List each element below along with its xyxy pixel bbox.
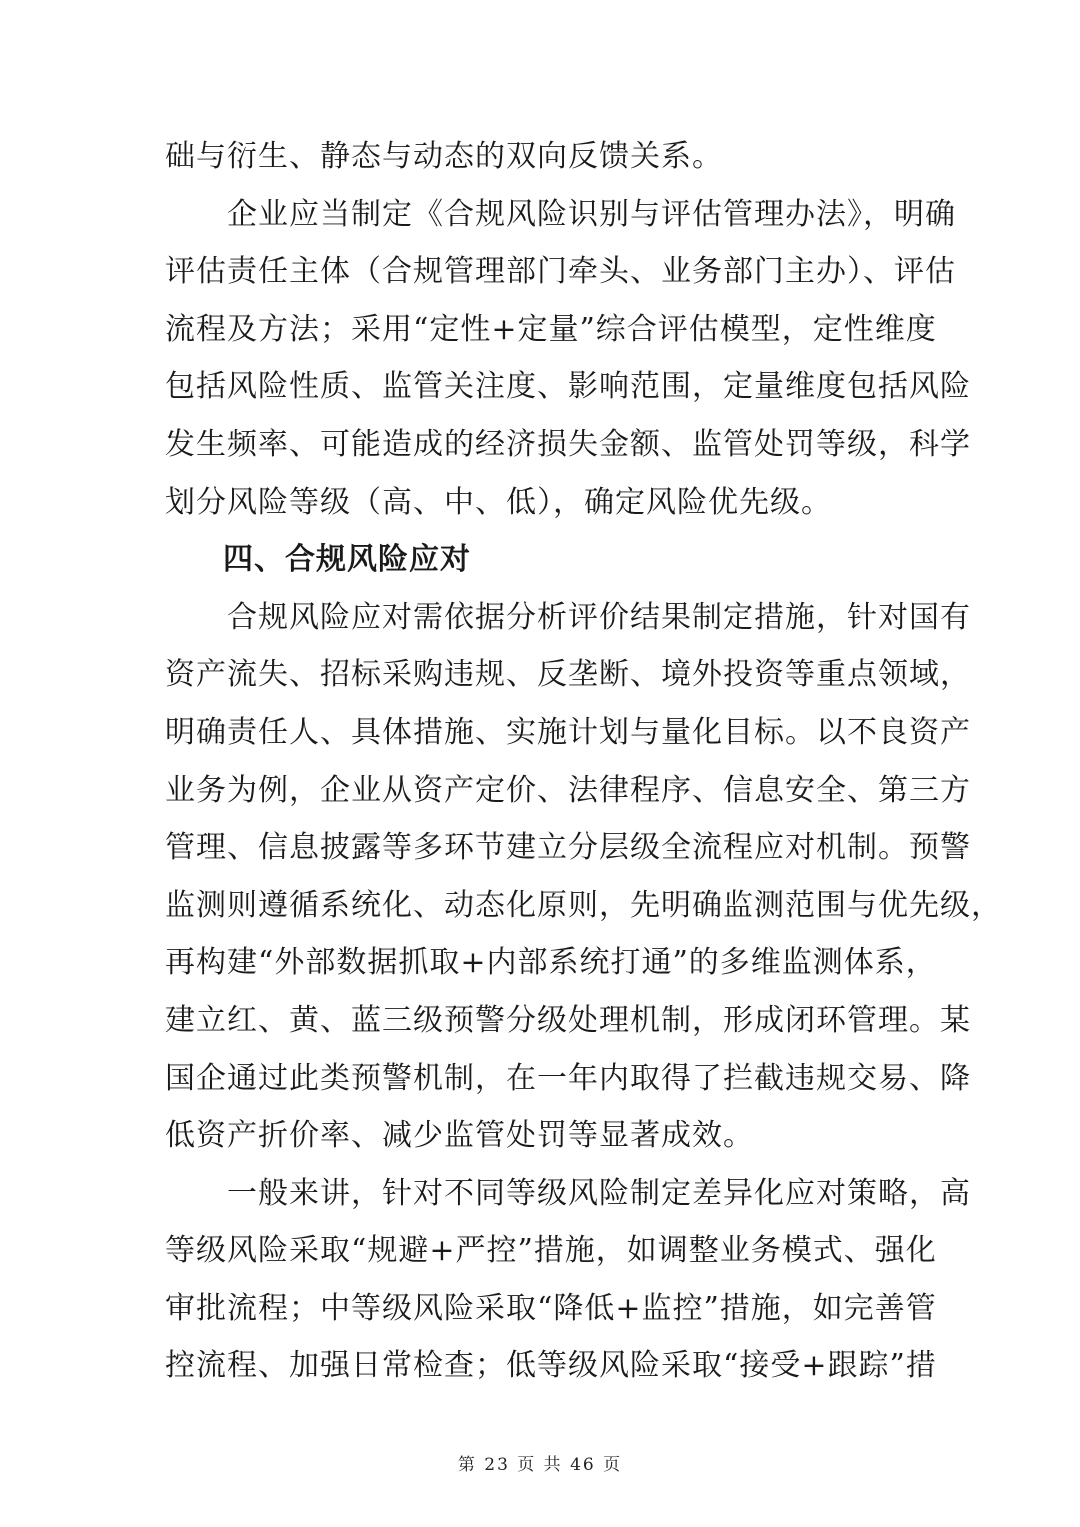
body-line: 业务为例，企业从资产定价、法律程序、信息安全、第三方	[165, 772, 971, 808]
body-line: 国企通过此类预警机制，在一年内取得了拦截违规交易、降	[165, 1060, 971, 1096]
body-line: 建立红、黄、蓝三级预警分级处理机制，形成闭环管理。某	[165, 1002, 971, 1038]
body-line: 低资产折价率、减少监管处罚等显著成效。	[165, 1118, 754, 1154]
body-line: 础与衍生、静态与动态的双向反馈关系。	[165, 139, 723, 174]
body-line: 划分风险等级（高、中、低），确定风险优先级。	[165, 484, 832, 520]
body-line: 明确责任人、具体措施、实施计划与量化目标。以不良资产	[165, 714, 971, 750]
body-line: 流程及方法；采用“定性+定量”综合评估模型，定性维度	[165, 311, 937, 347]
body-line: 发生频率、可能造成的经济损失金额、监管处罚等级，科学	[165, 426, 971, 462]
document-body	[165, 128, 1002, 1395]
body-line: 监测则遵循系统化、动态化原则，先明确监测范围与优先级，	[165, 887, 1002, 923]
section-heading: 四、合规风险应对	[223, 542, 471, 578]
body-line: 控流程、加强日常检查；低等级风险采取“接受+跟踪”措	[165, 1348, 937, 1384]
body-line: 评估责任主体（合规管理部门牵头、业务部门主办）、评估	[165, 254, 956, 290]
body-line: 一般来讲，针对不同等级风险制定差异化应对策略，高	[165, 1175, 971, 1211]
body-line: 资产流失、招标采购违规、反垄断、境外投资等重点领域，	[165, 657, 971, 693]
body-line: 企业应当制定《合规风险识别与评估管理办法》，明确	[165, 196, 956, 232]
body-line: 管理、信息披露等多环节建立分层级全流程应对机制。预警	[165, 830, 971, 866]
body-line: 合规风险应对需依据分析评价结果制定措施，针对国有	[165, 599, 971, 635]
body-line: 审批流程；中等级风险采取“降低+监控”措施，如完善管	[165, 1290, 937, 1326]
body-line: 包括风险性质、监管关注度、影响范围，定量维度包括风险	[165, 369, 971, 405]
page-footer: 第 23 页 共 46 页	[457, 1455, 623, 1475]
body-line: 等级风险采取“规避+严控”措施，如调整业务模式、强化	[165, 1233, 937, 1269]
body-line: 再构建“外部数据抓取+内部系统打通”的多维监测体系，	[165, 945, 937, 981]
